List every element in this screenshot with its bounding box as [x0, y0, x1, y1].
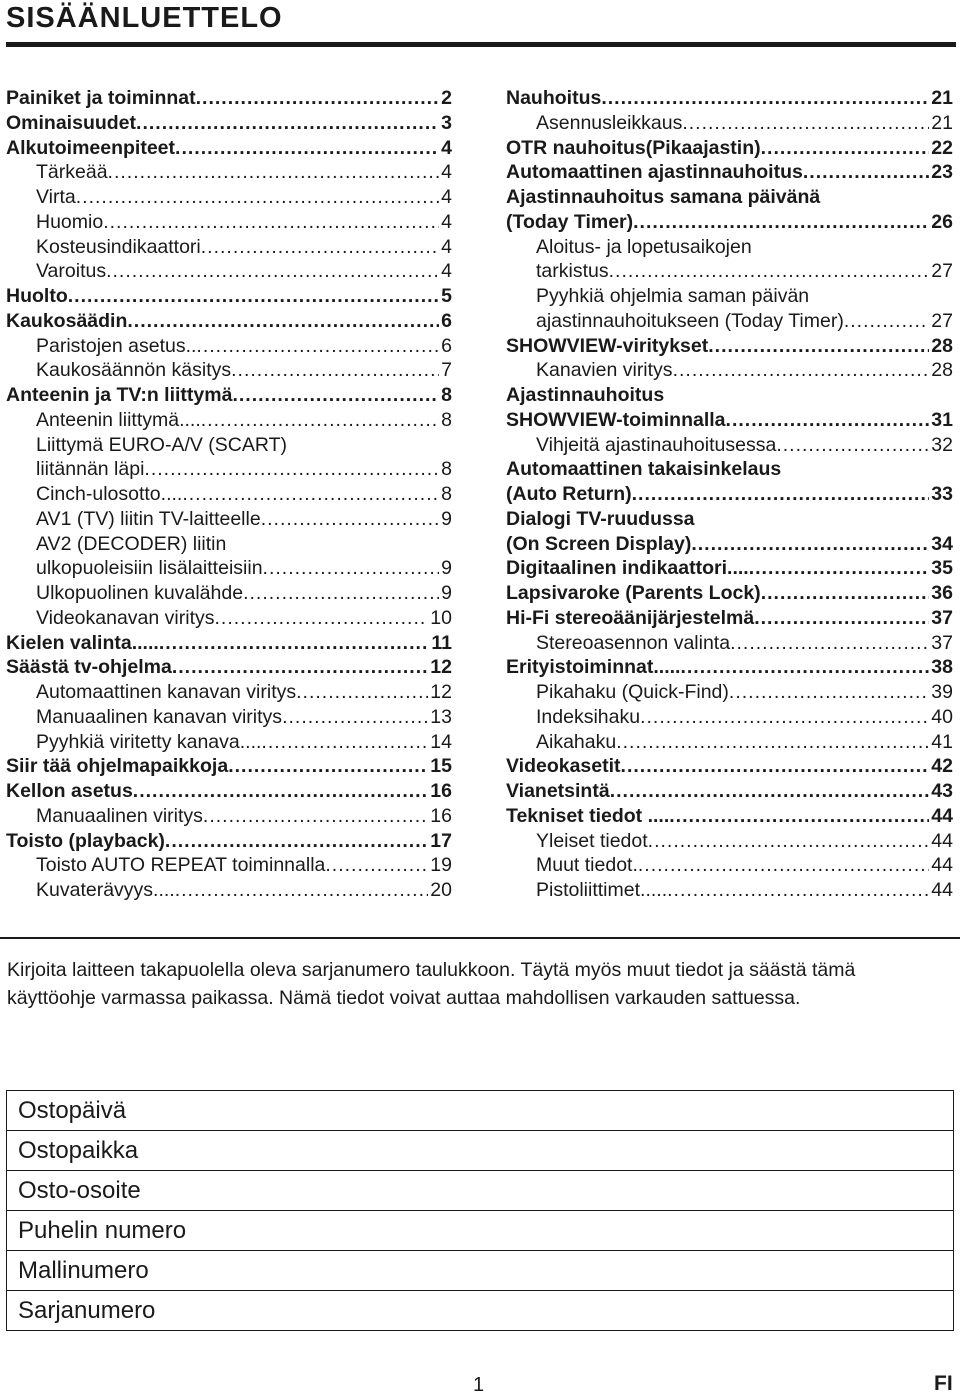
toc-entry-label: Aloitus- ja lopetusaikojen: [536, 235, 752, 258]
toc-leader-dots: [754, 606, 929, 631]
toc-entry: [506, 309, 953, 334]
toc-entry-label: Liittymä EURO-A/V (SCART): [36, 433, 288, 456]
title-rule: [6, 42, 956, 47]
toc-entry-page: 6: [441, 309, 452, 332]
toc-leader-dots: [201, 408, 439, 433]
toc-entry: [506, 655, 953, 680]
toc-leader-dots: [228, 754, 428, 779]
toc-entry-label: Toisto AUTO REPEAT toiminnalla: [36, 854, 326, 877]
toc-entry-page: 4: [441, 235, 452, 258]
toc-leader-dots: [609, 259, 930, 284]
toc-leader-dots: [844, 309, 929, 334]
toc-entry-label: Kuvaterävyys....: [36, 879, 175, 901]
toc-entry-label: Kellon asetus: [6, 780, 133, 802]
toc-entry-label: (Today Timer): [506, 210, 634, 233]
toc-entry: [6, 705, 452, 730]
toc-entry: [6, 284, 452, 309]
toc-entry-page: 41: [931, 730, 953, 753]
toc-entry-page: 4: [441, 186, 452, 208]
language-code: FI: [934, 1372, 953, 1395]
toc-entry-page: 28: [931, 359, 953, 382]
toc-entry: [506, 581, 953, 606]
info-field-label: Ostopäivä: [7, 1091, 954, 1131]
toc-leader-dots: [261, 730, 428, 755]
toc-entry: [6, 210, 452, 235]
toc-entry-page: 15: [430, 755, 452, 778]
toc-entry: [506, 532, 953, 557]
toc-entry-label: Videokanavan viritys: [36, 606, 215, 629]
toc-leader-dots: [632, 482, 930, 507]
toc-entry-label: Siir tää ohjelmapaikkoja: [6, 755, 229, 778]
info-row: [7, 1291, 954, 1331]
info-field-label: Osto-osoite: [7, 1171, 954, 1211]
toc-entry: [6, 111, 452, 136]
toc-entry: [6, 235, 452, 260]
toc-leader-dots: [231, 358, 439, 383]
serial-note: Kirjoita laitteen takapuolella oleva sarjanumero taulukkoon. Täytä myös muut tiedot ja säästä tämä käyttöohje varmassa paikassa. Nämä tiedot voivat auttaa mahdollisen varkauden sattuessa.: [7, 959, 856, 1009]
toc-entry-label: tarkistus: [536, 260, 609, 283]
toc-entry-page: 44: [931, 829, 953, 852]
toc-entry: [6, 754, 452, 779]
toc-entry-page: 14: [430, 730, 452, 753]
toc-entry-page: 7: [441, 359, 452, 382]
toc-leader-dots: [127, 309, 439, 334]
toc-entry: [506, 111, 953, 136]
toc-entry-page: 28: [931, 334, 953, 357]
toc-entry: [506, 457, 953, 482]
toc-entry-label: Cinch-ulosotto....: [36, 483, 183, 505]
toc-entry: [6, 606, 452, 631]
toc-entry-label: (On Screen Display): [506, 532, 692, 555]
toc-leader-dots: [726, 408, 930, 433]
toc-entry: [6, 136, 452, 161]
toc-entry: [6, 160, 452, 185]
toc-entry: [506, 804, 953, 829]
toc-leader-dots: [201, 235, 439, 260]
toc-entry-label: OTR nauhoitus(Pikaajastin): [506, 136, 761, 159]
toc-entry-label: Muut tiedot.: [536, 854, 638, 877]
toc-entry: [6, 631, 452, 656]
toc-entry-label: Aikahaku: [536, 730, 617, 753]
toc-leader-dots: [108, 160, 440, 185]
toc-entry: [506, 86, 953, 111]
toc-entry-label: Automaattinen takaisinkelaus: [506, 458, 782, 481]
toc-entry-page: 26: [931, 210, 953, 233]
toc-entry-label: Videokasetit: [506, 755, 621, 778]
toc-entry-page: 8: [441, 384, 452, 406]
toc-leader-dots: [633, 210, 929, 235]
toc-leader-dots: [640, 705, 929, 730]
toc-leader-dots: [621, 754, 930, 779]
toc-entry: [6, 730, 452, 755]
toc-leader-dots: [730, 631, 929, 656]
toc-entry: [6, 259, 452, 284]
toc-entry-page: 37: [931, 606, 953, 629]
toc-leader-dots: [761, 136, 930, 161]
toc-entry: [6, 482, 452, 507]
toc-entry: [6, 408, 452, 433]
toc-entry: [506, 631, 953, 656]
toc-entry-page: 12: [430, 681, 452, 703]
toc-entry-label: Huomio: [36, 210, 104, 233]
toc-entry-page: 31: [931, 408, 953, 431]
toc-entry: [506, 210, 953, 235]
toc-entry: [6, 556, 452, 581]
toc-entry-label: Alkutoimeenpiteet: [6, 136, 176, 159]
toc-entry: [6, 86, 452, 111]
toc-entry-page: 35: [931, 557, 953, 580]
toc-entry-label: Tekniset tiedot ....: [506, 804, 670, 827]
owner-info-table: [6, 1090, 954, 1331]
toc-entry: [506, 358, 953, 383]
toc-leader-dots: [68, 284, 439, 309]
toc-leader-dots: [776, 433, 929, 458]
toc-leader-dots: [165, 829, 428, 854]
toc-entry-label: Varoitus: [36, 260, 107, 283]
toc-entry-label: Kanavien viritys: [536, 359, 673, 382]
toc-entry-page: 4: [441, 260, 452, 283]
toc-right-column: [506, 86, 953, 903]
toc-entry-page: 9: [441, 557, 452, 580]
toc-entry: [6, 383, 452, 408]
toc-entry-label: Tärkeää: [36, 161, 108, 184]
toc-entry-page: 39: [931, 681, 953, 703]
info-row: [7, 1131, 954, 1171]
toc-entry: [506, 383, 953, 408]
toc-entry-page: 13: [430, 705, 452, 728]
toc-entry-page: 27: [931, 260, 953, 283]
toc-entry: [506, 730, 953, 755]
toc-entry-page: 38: [931, 656, 953, 679]
toc-entry-label: Manuaalinen viritys: [36, 804, 203, 827]
toc-entry: [506, 680, 953, 705]
toc-entry: [6, 878, 452, 903]
toc-entry-page: 16: [430, 804, 452, 827]
toc-entry: [506, 606, 953, 631]
toc-entry-label: Manuaalinen kanavan viritys: [36, 705, 283, 728]
toc-leader-dots: [638, 853, 929, 878]
toc-entry: [6, 829, 452, 854]
toc-entry-page: 4: [441, 161, 452, 184]
toc-entry-label: Pyyhkiä ohjelmia saman päivän: [536, 285, 810, 307]
toc-entry-label: Asennusleikkaus: [536, 111, 683, 134]
toc-entry: [506, 334, 953, 359]
toc-entry-page: 8: [441, 483, 452, 505]
toc-leader-dots: [669, 804, 929, 829]
toc-leader-dots: [144, 457, 439, 482]
toc-entry: [6, 507, 452, 532]
toc-leader-dots: [261, 507, 439, 532]
toc-entry: [6, 457, 452, 482]
toc-leader-dots: [159, 631, 430, 656]
toc-leader-dots: [106, 259, 439, 284]
toc-entry: [506, 705, 953, 730]
toc-entry: [506, 235, 953, 260]
toc-entry-page: 9: [441, 507, 452, 530]
toc-leader-dots: [282, 705, 428, 730]
toc-entry-page: 32: [931, 433, 953, 456]
toc-entry-page: 9: [441, 582, 452, 604]
toc-entry: [6, 334, 452, 359]
toc-entry: [6, 779, 452, 804]
toc-entry-label: Ajastinnauhoitus: [506, 384, 665, 406]
toc-entry-page: 12: [430, 656, 452, 679]
toc-entry-label: Painiket ja toiminnat: [6, 87, 196, 109]
toc-entry-label: Lapsivaroke (Parents Lock): [506, 582, 761, 604]
toc-entry: [506, 829, 953, 854]
toc-entry: [506, 408, 953, 433]
toc-entry: [506, 160, 953, 185]
toc-entry-label: Ajastinnauhoitus samana päivänä: [506, 186, 821, 208]
toc-leader-dots: [680, 655, 929, 680]
toc-entry-label: Yleiset tiedot: [536, 829, 648, 852]
toc-entry: [506, 754, 953, 779]
toc-entry: [6, 358, 452, 383]
toc-entry-label: Virta: [36, 186, 76, 208]
toc-entry-label: Ominaisuudet: [6, 111, 137, 134]
toc-entry-page: 44: [931, 854, 953, 877]
toc-entry-page: 5: [441, 285, 452, 307]
toc-entry-label: Anteenin liittymä....: [36, 408, 201, 431]
toc-entry-page: 42: [931, 755, 953, 778]
toc-entry: [506, 259, 953, 284]
toc-leader-dots: [203, 804, 428, 829]
info-field-label: Sarjanumero: [7, 1291, 954, 1331]
toc-entry-label: Automaattinen kanavan viritys: [36, 681, 297, 703]
toc-entry-page: 20: [430, 879, 452, 901]
toc-entry: [6, 804, 452, 829]
toc-entry-label: Digitaalinen indikaattori....: [506, 557, 749, 580]
toc-entry-label: Huolto: [6, 285, 68, 307]
toc-entry-page: 8: [441, 458, 452, 481]
toc-entry-page: 11: [431, 631, 452, 654]
toc-leader-dots: [76, 185, 439, 210]
toc-leader-dots: [175, 878, 429, 903]
toc-leader-dots: [325, 853, 428, 878]
toc-entry-label: Dialogi TV-ruudussa: [506, 507, 695, 530]
toc-entry-label: AV1 (TV) liitin TV-laitteelle: [36, 507, 261, 530]
toc-entry: [6, 655, 452, 680]
toc-entry-label: Toisto (playback): [6, 829, 165, 852]
toc-leader-dots: [601, 86, 929, 111]
toc-entry-page: 44: [931, 804, 953, 827]
toc-leader-dots: [803, 160, 929, 185]
toc-entry-label: AV2 (DECODER) liitin: [36, 532, 227, 555]
info-row: [7, 1211, 954, 1251]
toc-leader-dots: [133, 779, 429, 804]
toc-entry: [506, 433, 953, 458]
toc-leader-dots: [708, 334, 929, 359]
toc-entry-page: 2: [441, 87, 452, 109]
toc-entry-page: 8: [441, 408, 452, 431]
toc-entry-page: 36: [931, 582, 953, 604]
toc-entry: [506, 779, 953, 804]
toc-leader-dots: [296, 680, 428, 705]
toc-entry-label: Nauhoitus: [506, 87, 602, 109]
toc-leader-dots: [232, 383, 439, 408]
toc-entry-label: Vihjeitä ajastinauhoitusessa: [536, 433, 777, 456]
toc-entry-page: 27: [931, 309, 953, 332]
info-field-label: Ostopaikka: [7, 1131, 954, 1171]
toc-entry-label: Kielen valinta.....: [6, 631, 159, 654]
toc-entry-page: 3: [441, 111, 452, 134]
page-number: 1: [473, 1374, 485, 1396]
toc-entry: [506, 482, 953, 507]
toc-leader-dots: [667, 878, 929, 903]
toc-leader-dots: [263, 556, 440, 581]
toc-entry: [6, 309, 452, 334]
toc-entry-page: 4: [441, 136, 452, 159]
page-title: SISÄÄNLUETTELO: [6, 2, 283, 34]
toc-entry-label: Kosteusindikaattori: [36, 235, 201, 258]
toc-leader-dots: [648, 829, 930, 854]
toc-entry-label: Hi-Fi stereoäänijärjestelmä: [506, 606, 755, 629]
toc-entry-label: Kaukosäännön käsitys: [36, 359, 232, 382]
toc-leader-dots: [673, 358, 930, 383]
toc-entry-label: Ulkopuolinen kuvalähde: [36, 582, 244, 604]
toc-entry-label: Säästä tv-ohjelma: [6, 656, 172, 679]
toc-entry: [506, 185, 953, 210]
toc-leader-dots: [610, 779, 930, 804]
toc-entry-page: 21: [931, 111, 953, 134]
toc-leader-dots: [682, 111, 929, 136]
toc-leader-dots: [616, 730, 929, 755]
toc-entry-label: Paristojen asetus..: [36, 334, 197, 357]
toc-entry-label: Stereoasennon valinta: [536, 631, 731, 654]
toc-entry: [6, 532, 452, 557]
toc-entry-label: ajastinnauhoitukseen (Today Timer): [536, 309, 844, 332]
toc-leader-dots: [136, 111, 439, 136]
toc-entry-page: 10: [430, 606, 452, 629]
toc-entry: [506, 284, 953, 309]
info-row: [7, 1091, 954, 1131]
toc-leader-dots: [175, 136, 439, 161]
toc-entry: [506, 556, 953, 581]
toc-left-column: [6, 86, 452, 903]
toc-entry-page: 44: [931, 879, 953, 901]
toc-leader-dots: [103, 210, 439, 235]
toc-entry-label: Kaukosäädin: [6, 309, 128, 332]
toc-entry-page: 33: [931, 483, 953, 505]
toc-entry: [506, 507, 953, 532]
toc-entry-page: 40: [931, 705, 953, 728]
toc-leader-dots: [729, 680, 929, 705]
info-field-label: Puhelin numero: [7, 1211, 954, 1251]
toc-entry: [506, 853, 953, 878]
info-row: [7, 1171, 954, 1211]
toc-entry: [6, 433, 452, 458]
toc-entry-page: 21: [931, 87, 953, 109]
info-field-label: Mallinumero: [7, 1251, 954, 1291]
toc-leader-dots: [761, 581, 930, 606]
toc-entry-label: Indeksihaku: [536, 705, 641, 728]
toc-entry-page: 4: [441, 210, 452, 233]
toc-entry-label: SHOWVIEW-toiminnalla: [506, 408, 726, 431]
toc-entry-label: liitännän läpi: [36, 458, 145, 481]
info-row: [7, 1251, 954, 1291]
toc-leader-dots: [182, 482, 439, 507]
toc-entry-page: 16: [430, 780, 452, 802]
toc-leader-dots: [215, 606, 429, 631]
toc-entry-page: 37: [931, 631, 953, 654]
toc-entry-page: 34: [931, 532, 953, 555]
toc-entry-label: ulkopuoleisiin lisälaitteisiin: [36, 557, 263, 580]
toc-entry: [6, 581, 452, 606]
toc-entry: [506, 878, 953, 903]
toc-leader-dots: [691, 532, 929, 557]
toc-entry: [6, 680, 452, 705]
toc-leader-dots: [749, 556, 930, 581]
toc-entry-label: Pistoliittimet.....: [536, 879, 668, 901]
toc-entry-label: Pikahaku (Quick-Find): [536, 681, 729, 703]
toc-entry-label: Erityistoiminnat.....: [506, 656, 681, 679]
toc-entry-label: Anteenin ja TV:n liittymä: [6, 384, 233, 406]
toc-leader-dots: [196, 86, 440, 111]
toc-entry-page: 17: [430, 829, 452, 852]
toc-entry-label: Automaattinen ajastinnauhoitus: [506, 161, 803, 184]
toc-leader-dots: [172, 655, 428, 680]
toc-entry: [6, 185, 452, 210]
toc-entry-label: Pyyhkiä viritetty kanava....: [36, 730, 262, 753]
toc-entry-page: 23: [931, 161, 953, 184]
toc-entry-label: SHOWVIEW-viritykset: [506, 334, 709, 357]
toc-leader-dots: [243, 581, 439, 606]
toc-entry-page: 6: [441, 334, 452, 357]
toc-entry-page: 43: [931, 780, 953, 802]
toc-entry-label: Vianetsintä: [506, 780, 610, 802]
toc-entry: [6, 853, 452, 878]
section-divider: [0, 937, 960, 939]
toc-entry-page: 19: [430, 854, 452, 877]
toc-entry-page: 22: [931, 136, 953, 159]
toc-entry-label: (Auto Return): [506, 483, 632, 505]
toc-entry: [506, 136, 953, 161]
toc-leader-dots: [196, 334, 439, 359]
